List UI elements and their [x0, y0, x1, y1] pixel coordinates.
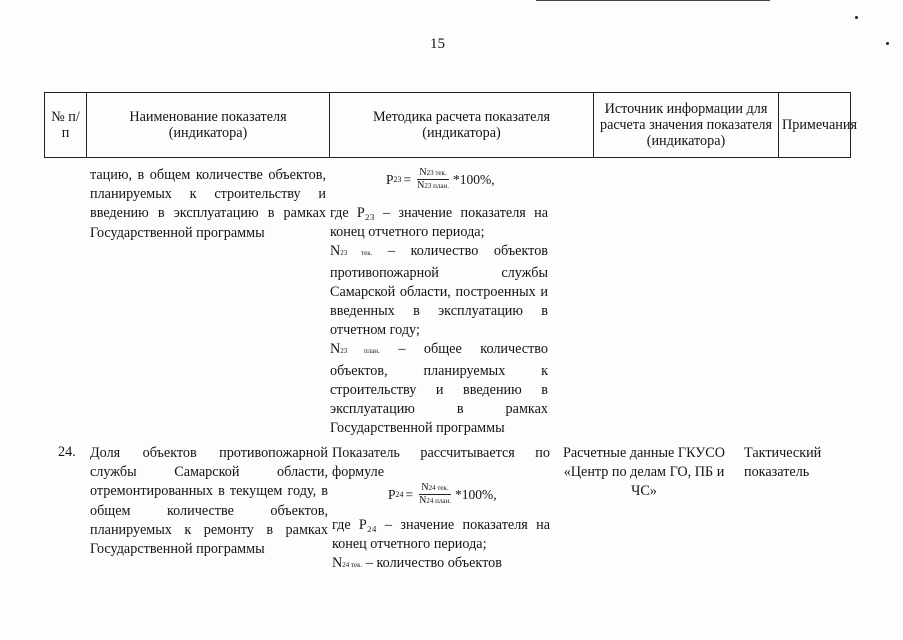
row24-notes: Тактический показатель	[744, 445, 822, 481]
row23-formula: P 23 = $\frac{\text{N23 тек.}}{\text{N23 план.}}$ *100%,	[386, 167, 495, 191]
row24-method-p1: где P₂₄ – значение показателя на конец отчетного периода;	[332, 517, 550, 553]
row23-method-p1: где P₂₃ – значение показателя на конец отчетного периода;	[330, 205, 548, 241]
formula-fraction	[415, 167, 451, 192]
scan-dot	[855, 16, 858, 19]
formula-lhs: P	[386, 171, 394, 187]
header-notes: Примечания	[779, 93, 851, 158]
formula-tail: *100%,	[452, 171, 495, 187]
formula-denominator: N	[417, 180, 425, 191]
formula-lhs-subscript: 24	[395, 490, 404, 499]
formula-numerator-subscript: 23 тек.	[426, 169, 447, 177]
formula-denominator-subscript: 23 план.	[424, 182, 449, 190]
row24-information-source: Расчетные данные ГКУСО «Центр по делам ГО, ПБ и ЧС»	[562, 445, 725, 500]
formula-numerator: N	[419, 167, 427, 178]
row23-indicator-name: тацию, в общем количестве объектов, планируемых к строительству и введению в эксплуатацию в рамках Государственной программы	[90, 167, 326, 241]
row24-indicator-name: Доля объектов противопожарной службы Самарской области, отремонтированных в текущем году, в общем количестве объектов, планируемых к ремонту в рамках Государственной программы	[90, 445, 328, 558]
top-rule	[536, 0, 770, 1]
formula-denominator: N	[419, 495, 427, 506]
row23-method-p3: N23 план. – общее количество объектов, планируемых к строительству и введению в эксплуатацию в рамках Государственной программы	[330, 341, 549, 437]
formula-lhs: P	[388, 486, 396, 502]
row23-method-text	[330, 204, 548, 438]
row24-method-text	[332, 516, 550, 576]
scan-dot	[886, 42, 889, 45]
header-indicator-name: Наименование показателя (индикатора)	[87, 93, 330, 158]
page-number: 15	[430, 36, 445, 52]
formula-numerator: N	[421, 482, 429, 493]
row24-formula: P 24 = $\frac{\text{N24 тек.}}{\text{N24 план.}}$ *100%,	[388, 482, 497, 506]
formula-lhs-subscript: 23	[393, 175, 402, 184]
row24-method-p2: N24 тек. – количество объектов	[332, 555, 502, 572]
row24-number: 24.	[58, 444, 76, 460]
formula-numerator-subscript: 24 тек.	[428, 484, 449, 492]
formula-fraction	[417, 482, 453, 507]
table-header	[44, 92, 857, 158]
header-information-source: Источник информации для расчета значения показателя (индикатора)	[594, 93, 779, 158]
row24-method-intro: Показатель рассчитывается по формуле	[332, 445, 550, 481]
header-calculation-method: Методика расчета показателя (индикатора)	[330, 93, 594, 158]
row23-method-p2: N23 тек. – количество объектов противопожарной службы Самарской области, построенных и введенных в эксплуатацию в отчетном году;	[330, 243, 548, 339]
formula-tail: *100%,	[454, 486, 497, 502]
formula-denominator-subscript: 24 план.	[426, 497, 451, 505]
header-number: № п/п	[45, 93, 87, 158]
